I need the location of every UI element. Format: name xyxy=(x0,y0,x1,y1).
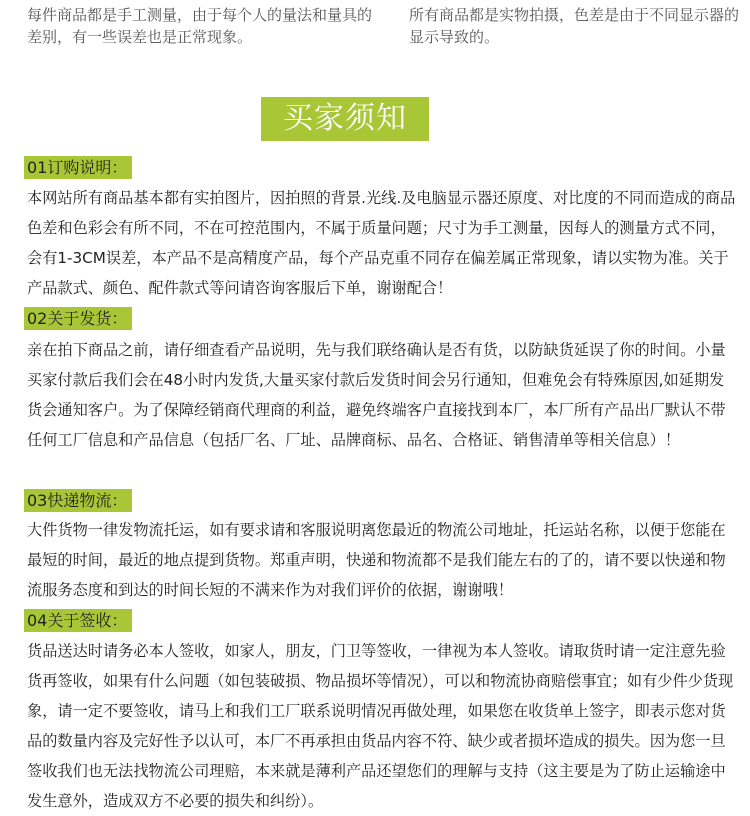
section-label: 03快递物流： xyxy=(24,489,132,512)
page-title: 买家须知 xyxy=(261,97,429,141)
top-note-measurement: 每件商品都是手工测量，由于每个人的量法和量具的差别，有一些误差也是正常现象。 xyxy=(27,6,373,46)
section-label: 01订购说明： xyxy=(24,156,132,179)
section-label: 04关于签收： xyxy=(24,609,132,632)
section-body: 本网站所有商品基本都有实拍图片，因拍照的背景.光线.及电脑显示器还原度、对比度的不同而造成的商品色差和色彩会有所不同，不在可控范围内，不属于质量问题；尺寸为手工测量，因每人的测量方式不同，会有1-3CM误差，本产品不是高精度产品，每个产品克重不同存在偏差属正常现象，请以实物为准。关于产品款式、颜色、配件款式等问请咨询客服后下单，谢谢配合！ xyxy=(27,189,736,297)
section-body: 大件货物一律发物流托运，如有要求请和客服说明离您最近的物流公司地址，托运站名称，以便于您能在最短的时间，最近的地点提到货物。郑重声明，快递和物流都不是我们能左右的了的，请不要以快递和物流服务态度和到达的时间长短的不满来作为对我们评价的依据，谢谢哦！ xyxy=(27,521,726,599)
top-note-color-difference: 所有商品都是实物拍摄，色差是由于不同显示器的显示导致的。 xyxy=(409,6,740,46)
section-body: 货品送达时请务必本人签收，如家人，朋友，门卫等签收，一律视为本人签收。请取货时请一定注意先验货再签收，如果有什么问题（如包装破损、物品损坏等情况），可以和物流协商赔偿事宜；如有少件少货现象，请一定不要签收，请马上和我们工厂联系说明情况再做处理，如果您在收货单上签字，即表示您对货品的数量内容及完好性予以认可，本厂不再承担由货品内容不符、缺少或者损坏造成的损失。因为您一旦签收我们也无法找物流公司理赔，本来就是薄利产品还望您们的理解与支持（这主要是为了防止运输途中发生意外，造成双方不必要的损失和纠纷）。 xyxy=(27,642,734,810)
section-body: 亲在拍下商品之前，请仔细查看产品说明，先与我们联络确认是否有货，以防缺货延误了你的时间。小量买家付款后我们会在48小时内发货,大量买家付款后发货时间会另行通知，但难免会有特殊原因,如延期发货会通知客户。为了保障经销商代理商的利益，避免终端客户直接找到本厂，本厂所有产品出厂默认不带任何工厂信息和产品信息（包括厂名、厂址、品牌商标、品名、合格证、销售清单等相关信息）！ xyxy=(27,341,726,449)
section-label: 02关于发货： xyxy=(24,307,132,330)
